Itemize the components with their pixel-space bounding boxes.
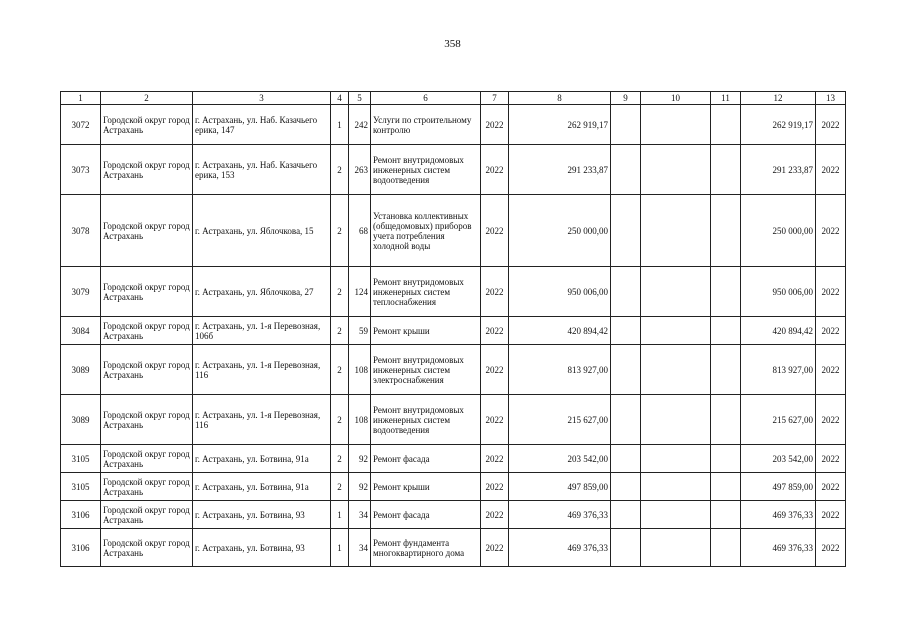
column-header: 1 xyxy=(61,92,101,105)
table-cell-col7: 2022 xyxy=(481,317,509,345)
table-cell-col5: 242 xyxy=(349,105,371,145)
table-cell-col4: 2 xyxy=(331,395,349,445)
table-cell-col4: 1 xyxy=(331,529,349,567)
table-cell-col13: 2022 xyxy=(816,267,846,317)
table-cell-col12: 291 233,87 xyxy=(741,145,816,195)
table-cell-col1: 3089 xyxy=(61,395,101,445)
table-cell-col4: 2 xyxy=(331,267,349,317)
table-cell-col9 xyxy=(611,345,641,395)
table-cell-col6: Ремонт внутридомовых инженерных систем электроснабжения xyxy=(371,345,481,395)
table-cell-col13: 2022 xyxy=(816,105,846,145)
table-cell-col8: 291 233,87 xyxy=(509,145,611,195)
table-cell-col10 xyxy=(641,395,711,445)
table-cell-col9 xyxy=(611,501,641,529)
table-cell-col7: 2022 xyxy=(481,445,509,473)
table-cell-col10 xyxy=(641,145,711,195)
table-cell-col10 xyxy=(641,195,711,267)
table-cell-col1: 3105 xyxy=(61,445,101,473)
table-cell-col2: Городской округ город Астрахань xyxy=(101,501,193,529)
table-cell-col6: Услуги по строительному контролю xyxy=(371,105,481,145)
page-number: 358 xyxy=(444,38,461,50)
table-cell-col7: 2022 xyxy=(481,501,509,529)
table-cell-col13: 2022 xyxy=(816,395,846,445)
table-cell-col9 xyxy=(611,105,641,145)
table-cell-col4: 2 xyxy=(331,473,349,501)
table-cell-col11 xyxy=(711,345,741,395)
table-cell-col11 xyxy=(711,267,741,317)
capital-repair-table xyxy=(60,91,846,567)
table-cell-col5: 92 xyxy=(349,445,371,473)
table-cell-col4: 2 xyxy=(331,317,349,345)
table-cell-col12: 420 894,42 xyxy=(741,317,816,345)
table-cell-col2: Городской округ город Астрахань xyxy=(101,105,193,145)
column-header: 9 xyxy=(611,92,641,105)
table-cell-col3: г. Астрахань, ул. Яблочкова, 27 xyxy=(193,267,331,317)
column-header: 12 xyxy=(741,92,816,105)
table-cell-col9 xyxy=(611,145,641,195)
table-cell-col7: 2022 xyxy=(481,345,509,395)
table-cell-col9 xyxy=(611,445,641,473)
table-cell-col10 xyxy=(641,317,711,345)
table-cell-col12: 203 542,00 xyxy=(741,445,816,473)
table-cell-col12: 215 627,00 xyxy=(741,395,816,445)
table-cell-col3: г. Астрахань, ул. Ботвина, 91а xyxy=(193,473,331,501)
column-header: 3 xyxy=(193,92,331,105)
table-cell-col8: 420 894,42 xyxy=(509,317,611,345)
table-cell-col1: 3072 xyxy=(61,105,101,145)
table-cell-col6: Ремонт крыши xyxy=(371,473,481,501)
table-cell-col11 xyxy=(711,145,741,195)
table-cell-col4: 2 xyxy=(331,345,349,395)
table-cell-col6: Ремонт внутридомовых инженерных систем водоотведения xyxy=(371,395,481,445)
table-cell-col1: 3089 xyxy=(61,345,101,395)
table-cell-col8: 950 006,00 xyxy=(509,267,611,317)
table-cell-col6: Установка коллективных (общедомовых) приборов учета потребления холодной воды xyxy=(371,195,481,267)
table-cell-col4: 1 xyxy=(331,501,349,529)
table-cell-col5: 34 xyxy=(349,501,371,529)
table-cell-col1: 3084 xyxy=(61,317,101,345)
table-cell-col2: Городской округ город Астрахань xyxy=(101,473,193,501)
table-cell-col5: 263 xyxy=(349,145,371,195)
table-cell-col10 xyxy=(641,345,711,395)
table-cell-col6: Ремонт внутридомовых инженерных систем теплоснабжения xyxy=(371,267,481,317)
table-cell-col1: 3106 xyxy=(61,529,101,567)
table-cell-col7: 2022 xyxy=(481,195,509,267)
table-cell-col5: 108 xyxy=(349,395,371,445)
table-cell-col11 xyxy=(711,529,741,567)
table-cell-col3: г. Астрахань, ул. Ботвина, 93 xyxy=(193,501,331,529)
table-cell-col8: 497 859,00 xyxy=(509,473,611,501)
table-cell-col9 xyxy=(611,473,641,501)
table-cell-col7: 2022 xyxy=(481,105,509,145)
table-cell-col3: г. Астрахань, ул. 1-я Перевозная, 106б xyxy=(193,317,331,345)
table-cell-col4: 1 xyxy=(331,105,349,145)
table-cell-col4: 2 xyxy=(331,195,349,267)
table-cell-col13: 2022 xyxy=(816,529,846,567)
table-cell-col2: Городской округ город Астрахань xyxy=(101,445,193,473)
table-cell-col10 xyxy=(641,501,711,529)
column-header: 6 xyxy=(371,92,481,105)
table-cell-col2: Городской округ город Астрахань xyxy=(101,345,193,395)
table-row xyxy=(61,529,846,567)
table-cell-col13: 2022 xyxy=(816,501,846,529)
table-cell-col9 xyxy=(611,317,641,345)
table-cell-col3: г. Астрахань, ул. Яблочкова, 15 xyxy=(193,195,331,267)
table-cell-col5: 92 xyxy=(349,473,371,501)
table-cell-col13: 2022 xyxy=(816,345,846,395)
table-cell-col6: Ремонт фасада xyxy=(371,445,481,473)
table-cell-col2: Городской округ город Астрахань xyxy=(101,529,193,567)
table-cell-col7: 2022 xyxy=(481,267,509,317)
column-header: 4 xyxy=(331,92,349,105)
table-cell-col3: г. Астрахань, ул. Ботвина, 93 xyxy=(193,529,331,567)
table-cell-col1: 3073 xyxy=(61,145,101,195)
table-cell-col2: Городской округ город Астрахань xyxy=(101,395,193,445)
column-header: 8 xyxy=(509,92,611,105)
table-cell-col6: Ремонт внутридомовых инженерных систем водоотведения xyxy=(371,145,481,195)
table-cell-col3: г. Астрахань, ул. 1-я Перевозная, 116 xyxy=(193,395,331,445)
table-cell-col8: 203 542,00 xyxy=(509,445,611,473)
table-cell-col4: 2 xyxy=(331,145,349,195)
table-cell-col10 xyxy=(641,267,711,317)
column-header: 13 xyxy=(816,92,846,105)
table-cell-col7: 2022 xyxy=(481,473,509,501)
table-cell-col4: 2 xyxy=(331,445,349,473)
table-cell-col11 xyxy=(711,105,741,145)
table-cell-col3: г. Астрахань, ул. Наб. Казачьего ерика, 153 xyxy=(193,145,331,195)
table-cell-col7: 2022 xyxy=(481,395,509,445)
table-cell-col6: Ремонт фасада xyxy=(371,501,481,529)
column-header: 2 xyxy=(101,92,193,105)
table-cell-col3: г. Астрахань, ул. 1-я Перевозная, 116 xyxy=(193,345,331,395)
table-row xyxy=(61,501,846,529)
table-cell-col8: 469 376,33 xyxy=(509,501,611,529)
table-cell-col11 xyxy=(711,195,741,267)
table-cell-col5: 34 xyxy=(349,529,371,567)
table-cell-col12: 262 919,17 xyxy=(741,105,816,145)
table-cell-col2: Городской округ город Астрахань xyxy=(101,145,193,195)
table-cell-col12: 950 006,00 xyxy=(741,267,816,317)
table-row xyxy=(61,445,846,473)
table-row xyxy=(61,395,846,445)
table-cell-col11 xyxy=(711,395,741,445)
table-cell-col7: 2022 xyxy=(481,145,509,195)
table-cell-col13: 2022 xyxy=(816,445,846,473)
table-row xyxy=(61,145,846,195)
table-cell-col12: 469 376,33 xyxy=(741,529,816,567)
table-row xyxy=(61,345,846,395)
table-cell-col12: 813 927,00 xyxy=(741,345,816,395)
table-cell-col11 xyxy=(711,445,741,473)
table-row xyxy=(61,267,846,317)
table-row xyxy=(61,105,846,145)
column-number-row xyxy=(61,92,846,105)
table-cell-col10 xyxy=(641,105,711,145)
table-cell-col1: 3106 xyxy=(61,501,101,529)
column-header: 7 xyxy=(481,92,509,105)
table-cell-col5: 59 xyxy=(349,317,371,345)
table-cell-col10 xyxy=(641,445,711,473)
table-cell-col2: Городской округ город Астрахань xyxy=(101,267,193,317)
table-cell-col3: г. Астрахань, ул. Ботвина, 91а xyxy=(193,445,331,473)
table-cell-col2: Городской округ город Астрахань xyxy=(101,317,193,345)
table-cell-col5: 68 xyxy=(349,195,371,267)
table-cell-col9 xyxy=(611,267,641,317)
table-row xyxy=(61,195,846,267)
table-cell-col13: 2022 xyxy=(816,473,846,501)
table-cell-col7: 2022 xyxy=(481,529,509,567)
table-cell-col2: Городской округ город Астрахань xyxy=(101,195,193,267)
table-cell-col8: 813 927,00 xyxy=(509,345,611,395)
table-cell-col5: 124 xyxy=(349,267,371,317)
table-cell-col8: 250 000,00 xyxy=(509,195,611,267)
column-header: 11 xyxy=(711,92,741,105)
column-header: 5 xyxy=(349,92,371,105)
table-cell-col13: 2022 xyxy=(816,145,846,195)
table-cell-col12: 250 000,00 xyxy=(741,195,816,267)
table-cell-col13: 2022 xyxy=(816,317,846,345)
table-cell-col6: Ремонт фундамента многоквартирного дома xyxy=(371,529,481,567)
table-cell-col1: 3079 xyxy=(61,267,101,317)
table-cell-col11 xyxy=(711,501,741,529)
table-cell-col11 xyxy=(711,473,741,501)
table-cell-col5: 108 xyxy=(349,345,371,395)
table-cell-col1: 3105 xyxy=(61,473,101,501)
column-header: 10 xyxy=(641,92,711,105)
table-cell-col1: 3078 xyxy=(61,195,101,267)
table-cell-col8: 262 919,17 xyxy=(509,105,611,145)
table-cell-col10 xyxy=(641,529,711,567)
table-cell-col11 xyxy=(711,317,741,345)
table-cell-col9 xyxy=(611,529,641,567)
table-cell-col8: 215 627,00 xyxy=(509,395,611,445)
table-cell-col8: 469 376,33 xyxy=(509,529,611,567)
table-cell-col3: г. Астрахань, ул. Наб. Казачьего ерика, 147 xyxy=(193,105,331,145)
table-cell-col6: Ремонт крыши xyxy=(371,317,481,345)
table-cell-col9 xyxy=(611,195,641,267)
table-cell-col12: 469 376,33 xyxy=(741,501,816,529)
table-row xyxy=(61,317,846,345)
table-cell-col12: 497 859,00 xyxy=(741,473,816,501)
table-row xyxy=(61,473,846,501)
table-body xyxy=(61,105,846,567)
table-cell-col13: 2022 xyxy=(816,195,846,267)
table-cell-col9 xyxy=(611,395,641,445)
table-cell-col10 xyxy=(641,473,711,501)
